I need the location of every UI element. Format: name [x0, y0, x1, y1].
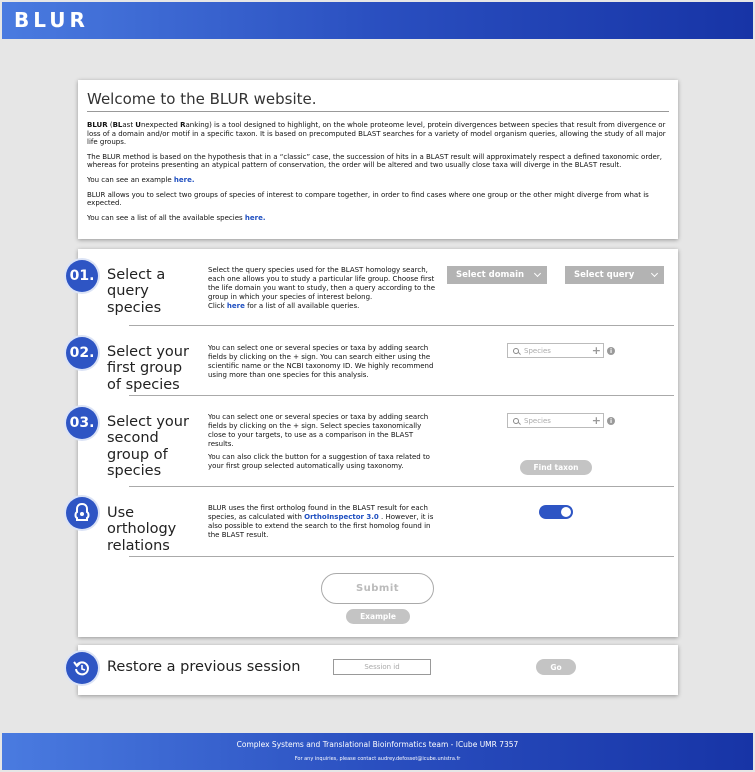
- step-4-title: Use orthology relations: [107, 505, 177, 554]
- step-3-badge: 03.: [66, 407, 98, 439]
- brand-logo[interactable]: BLUR: [14, 8, 89, 32]
- first-group-species-input[interactable]: Species +: [507, 343, 604, 358]
- query-select[interactable]: Select query: [565, 266, 664, 284]
- domain-select[interactable]: Select domain: [447, 266, 547, 284]
- top-bar: [2, 2, 753, 39]
- restore-icon: [73, 659, 91, 677]
- submit-button[interactable]: Submit: [321, 573, 434, 604]
- second-group-species-input[interactable]: Species +: [507, 413, 604, 428]
- step-1-badge: 01.: [66, 260, 98, 292]
- orthoinspector-link[interactable]: OrthoInspector 3.0: [304, 512, 379, 521]
- info-icon[interactable]: i: [607, 417, 615, 425]
- toggle-knob: [561, 507, 571, 517]
- step-2-description: You can select one or several species or taxa by adding search fields by clicking on the + sign. You can search either using the scientific name or the NCBI taxonomy ID. We highly recommend using more than one species for this analysis.: [208, 344, 434, 379]
- queries-list-link[interactable]: here: [226, 301, 245, 310]
- footer-contact[interactable]: For any inquiries, please contact audrey.defosset@icube.unistra.fr: [294, 756, 461, 762]
- divider: [129, 486, 674, 487]
- step-2-badge: 02.: [66, 337, 98, 369]
- divider: [129, 395, 674, 396]
- restore-title: Restore a previous session: [107, 659, 301, 675]
- restore-badge: [66, 652, 98, 684]
- divider: [129, 325, 674, 326]
- divider: [129, 556, 674, 557]
- example-paragraph: You can see an example here.: [87, 175, 195, 184]
- step-1-description: Select the query species used for the BLAST homology search, each one allows you to study a particular life group. Choose first the life domain you want to study, then a query according to the group in which your species of interest belong. Click here for a list of all available queries.: [208, 266, 436, 310]
- groups-paragraph: BLUR allows you to select two groups of species of interest to compare together, in order to find cases where one group or the other might diverge from what is expected.: [87, 190, 649, 208]
- add-species-button[interactable]: +: [591, 344, 601, 357]
- footer-team: Complex Systems and Translational Bioinformatics team - ICube UMR 7357: [236, 740, 519, 749]
- step-1-title: Select a query species: [107, 267, 166, 316]
- chevron-down-icon: [534, 270, 541, 277]
- welcome-title: Welcome to the BLUR website.: [87, 90, 669, 112]
- add-species-button[interactable]: +: [591, 414, 601, 427]
- footer: [2, 733, 753, 770]
- search-icon: [513, 418, 519, 424]
- step-3-title: Select your second group of species: [107, 414, 189, 479]
- intro-paragraph: BLUR (BLast Unexpected Ranking) is a tool designed to highlight, on the whole proteome level, protein divergences between species that result from divergence or loss of a domain and/or motif in a specific taxon. It is based on precomputed BLAST searches for a variety of model organism queries, allowing the study of all major life groups.: [87, 121, 666, 147]
- step-2-title: Select your first group of species: [107, 344, 189, 393]
- session-id-input[interactable]: Session id: [333, 659, 431, 675]
- species-list-link[interactable]: here: [244, 213, 263, 222]
- chevron-down-icon: [651, 270, 658, 277]
- search-icon: [513, 348, 519, 354]
- species-list-paragraph: You can see a list of all the available species here.: [87, 213, 266, 222]
- method-paragraph: The BLUR method is based on the hypothesis that in a “classic” case, the succession of hits in a BLAST result will approximately respect a defined taxonomic order, whereas for proteins presenting an atypical pattern of conservation, the order will be altered and two usually close taxa will diverge in the BLAST result.: [87, 152, 662, 170]
- example-button[interactable]: Example: [346, 609, 410, 624]
- orthology-icon: [73, 503, 91, 523]
- step-3-description: You can select one or several species or taxa by adding search fields by clicking on the + sign. Select species taxonomically close to your targets, to use as a comparison in the BLAST results. You can also click the button for a suggestion of taxa related to your first group selected automatically using taxonomy.: [208, 413, 430, 470]
- step-4-badge: [66, 497, 98, 529]
- find-taxon-button[interactable]: Find taxon: [520, 460, 592, 475]
- info-icon[interactable]: i: [607, 347, 615, 355]
- step-4-description: BLUR uses the first ortholog found in the BLAST result for each species, as calculated with OrthoInspector 3.0 . However, it is also possible to extend the search to the first homolog found in the BLAST result.: [208, 504, 434, 539]
- orthology-toggle[interactable]: [539, 505, 573, 519]
- example-link[interactable]: here: [173, 175, 192, 184]
- go-button[interactable]: Go: [536, 659, 576, 675]
- welcome-card: [78, 80, 678, 239]
